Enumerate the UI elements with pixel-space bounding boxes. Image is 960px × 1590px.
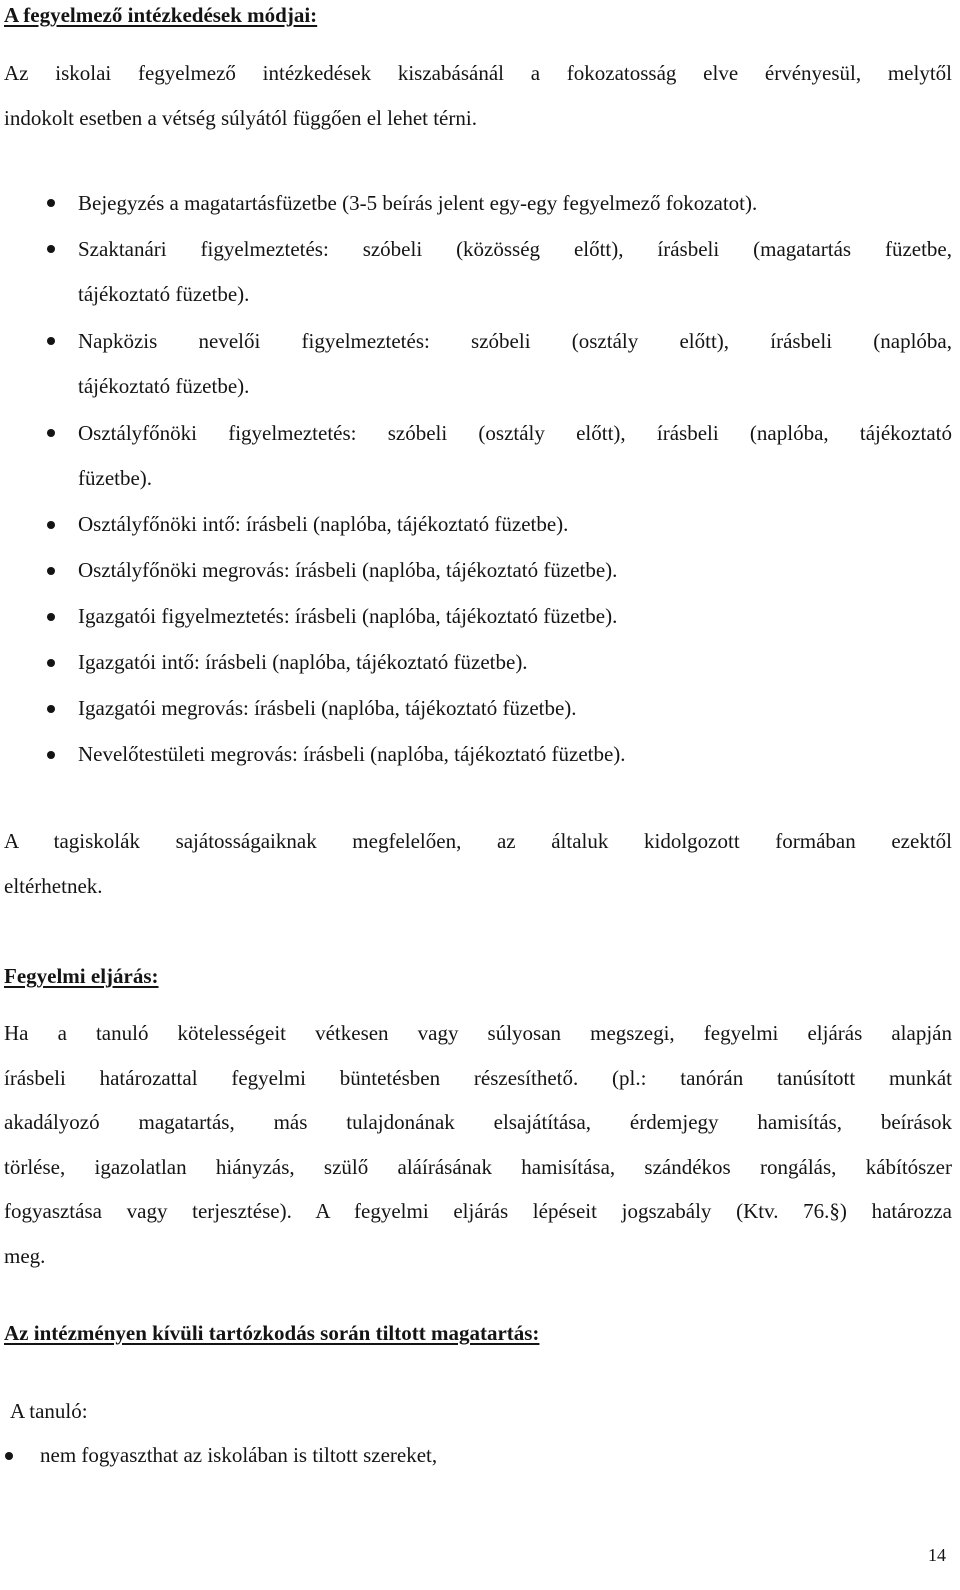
list-item-line-1: Osztályfőnöki megrovás: írásbeli (naplóba, tájékoztató füzetbe). [78, 558, 618, 582]
list-item-line-1: Bejegyzés a magatartásfüzetbe (3-5 beírás jelent egy-egy fegyelmező fokozatot). [78, 191, 758, 215]
list-item-line-1: Osztályfőnöki figyelmeztetés: szóbeli (osztály előtt), írásbeli (naplóba, tájékoztató [78, 421, 952, 445]
procedure-line: fogyasztása vagy terjesztése). A fegyelmi eljárás lépéseit jogszabály (Ktv. 76.§) határozza [4, 1199, 952, 1223]
bullet-icon [47, 429, 55, 437]
list-item-line-1: Igazgatói megrovás: írásbeli (naplóba, tájékoztató füzetbe). [78, 696, 577, 720]
member-schools-line-2: eltérhetnek. [4, 874, 103, 898]
procedure-line: Ha a tanuló kötelességeit vétkesen vagy súlyosan megszegi, fegyelmi eljárás alapján [4, 1021, 952, 1045]
bullet-icon [47, 245, 55, 253]
list-item-line-1: Igazgatói figyelmeztetés: írásbeli (naplóba, tájékoztató füzetbe). [78, 604, 618, 628]
procedure-last-line: meg. [4, 1244, 46, 1268]
bullet-icon [5, 1452, 13, 1460]
page-number: 14 [928, 1545, 946, 1565]
bullet-icon [47, 613, 55, 621]
heading-discipline-methods: A fegyelmező intézkedések módjai: [4, 3, 318, 27]
procedure-line: törlése, igazolatlan hiányzás, szülő aláírásának hamisítása, szándékos rongálás, kábítószer [4, 1155, 952, 1179]
list-item-line-1: Napközis nevelői figyelmeztetés: szóbeli (osztály előtt), írásbeli (naplóba, [78, 329, 952, 353]
bullet-icon [47, 751, 55, 759]
bullet-icon [47, 199, 55, 207]
intro-line-2: indokolt esetben a vétség súlyától függően el lehet térni. [4, 106, 477, 130]
student-label: A tanuló: [10, 1399, 88, 1423]
bullet-icon [47, 705, 55, 713]
member-schools-line-1: A tagiskolák sajátosságaiknak megfelelően, az általuk kidolgozott formában ezektől [4, 829, 952, 853]
list-item-line-1: Igazgatói intő: írásbeli (naplóba, tájékoztató füzetbe). [78, 650, 528, 674]
bullet-icon [47, 567, 55, 575]
intro-line-1: Az iskolai fegyelmező intézkedések kiszabásánál a fokozatosság elve érvényesül, melytől [4, 61, 952, 85]
bullet-icon [47, 337, 55, 345]
list-item-line-2: tájékoztató füzetbe). [78, 282, 250, 306]
list-item-line-1: Nevelőtestületi megrovás: írásbeli (naplóba, tájékoztató füzetbe). [78, 742, 626, 766]
procedure-line: akadályozó magatartás, más tulajdonának elsajátítása, érdemjegy hamisítás, beírások [4, 1110, 952, 1134]
list-item-line-2: tájékoztató füzetbe). [78, 374, 250, 398]
bullet-icon [47, 521, 55, 529]
list-item-line-1: nem fogyaszthat az iskolában is tiltott szereket, [40, 1443, 438, 1467]
heading-disciplinary-procedure: Fegyelmi eljárás: [4, 964, 159, 988]
list-item-line-1: Osztályfőnöki intő: írásbeli (naplóba, tájékoztató füzetbe). [78, 512, 569, 536]
list-item-line-2: füzetbe). [78, 466, 153, 490]
heading-outside-institution: Az intézményen kívüli tartózkodás során tiltott magatartás: [4, 1321, 540, 1345]
procedure-line: írásbeli határozattal fegyelmi büntetésben részesíthető. (pl.: tanórán tanúsított munkát [4, 1066, 952, 1090]
bullet-icon [47, 659, 55, 667]
list-item-line-1: Szaktanári figyelmeztetés: szóbeli (közösség előtt), írásbeli (magatartás füzetbe, [78, 237, 952, 261]
